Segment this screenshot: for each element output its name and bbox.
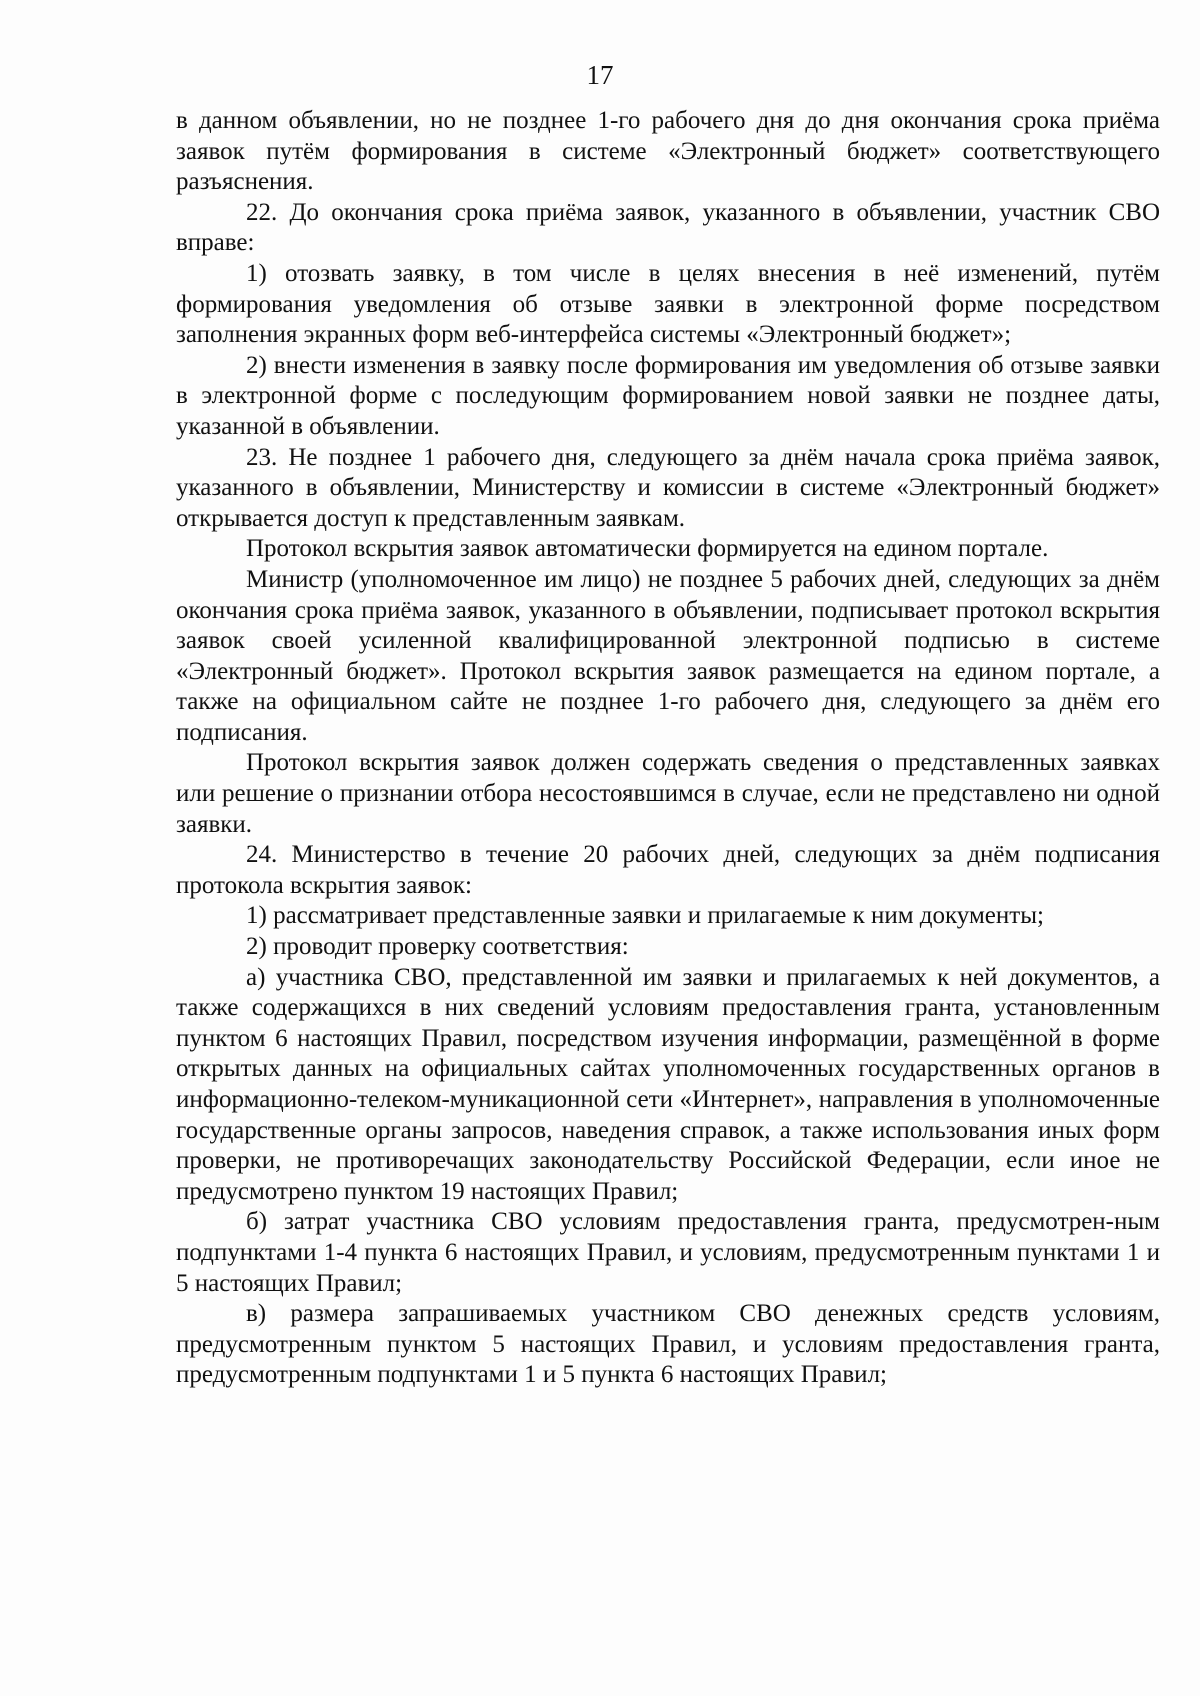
document-body	[176, 106, 1160, 1391]
paragraph-item-24-2-a: а) участника СВО, представленной им заявки и прилагаемых к ней документов, а также содержащихся в них сведений условиям предоставления гранта, установленным пунктом 6 настоящих Правил, посредством изучения информации, размещённой в форме открытых данных на официальных сайтах уполномоченных государственных органов в информационно-телеком-муникационной сети «Интернет», направления в уполномоченные государственные органы запросов, наведения справок, а также использования иных форм проверки, не противоречащих законодательству Российской Федерации, если иное не предусмотрено пунктом 19 настоящих Правил;	[176, 963, 1160, 1205]
paragraph-item-24-2: 2) проводит проверку соответствия:	[246, 933, 629, 961]
paragraph-item-24-2-v: в) размера запрашиваемых участником СВО денежных средств условиям, предусмотренным пунктом 5 настоящих Правил, и условиям предоставления гранта, предусмотренным подпунктами 1 и 5 пункта 6 настоящих Правил;	[176, 1300, 1160, 1389]
paragraph-protocol-formed: Протокол вскрытия заявок автоматически формируется на едином портале.	[246, 535, 1049, 563]
paragraph-protocol-content: Протокол вскрытия заявок должен содержать сведения о представленных заявках или решение о признании отбора несостоявшимся в случае, если не представлено ни одной заявки.	[176, 749, 1160, 838]
paragraph-item-24-1: 1) рассматривает представленные заявки и прилагаемые к ним документы;	[246, 902, 1044, 930]
page-number: 17	[586, 60, 614, 90]
paragraph-item-24: 24. Министерство в течение 20 рабочих дней, следующих за днём подписания протокола вскрытия заявок:	[176, 841, 1160, 899]
paragraph-item-23: 23. Не позднее 1 рабочего дня, следующего за днём начала срока приёма заявок, указанного в объявлении, Министерству и комиссии в системе «Электронный бюджет» открывается доступ к представленным заявкам.	[176, 443, 1160, 532]
paragraph-continuation: в данном объявлении, но не позднее 1-го рабочего дня до дня окончания срока приёма заявок путём формирования в системе «Электронный бюджет» соответствующего разъяснения.	[176, 107, 1160, 196]
paragraph-item-22: 22. До окончания срока приёма заявок, указанного в объявлении, участник СВО вправе:	[176, 198, 1160, 257]
paragraph-minister-signs: Министр (уполномоченное им лицо) не позднее 5 рабочих дней, следующих за днём окончания срока приёма заявок, указанного в объявлении, подписывает протокол вскрытия заявок своей усиленной квалифицированной электронной подписью в системе «Электронный бюджет». Протокол вскрытия заявок размещается на едином портале, а также на официальном сайте не позднее 1-го рабочего дня, следующего за днём его подписания.	[176, 565, 1160, 746]
paragraph-item-24-2-b: б) затрат участника СВО условиям предоставления гранта, предусмотрен-ным подпунктами 1-4 пункта 6 настоящих Правил, и условиям, предусмотренным пунктами 1 и 5 настоящих Правил;	[176, 1208, 1160, 1297]
paragraph-item-22-1: 1) отозвать заявку, в том числе в целях внесения в неё изменений, путём формирования уведомления об отзыве заявки в электронной форме посредством заполнения экранных форм веб-интерфейса системы «Электронный бюджет»;	[176, 259, 1160, 349]
paragraph-item-22-2: 2) внести изменения в заявку после формирования им уведомления об отзыве заявки в электронной форме с последующим формированием новой заявки не позднее даты, указанной в объявлении.	[176, 351, 1160, 440]
